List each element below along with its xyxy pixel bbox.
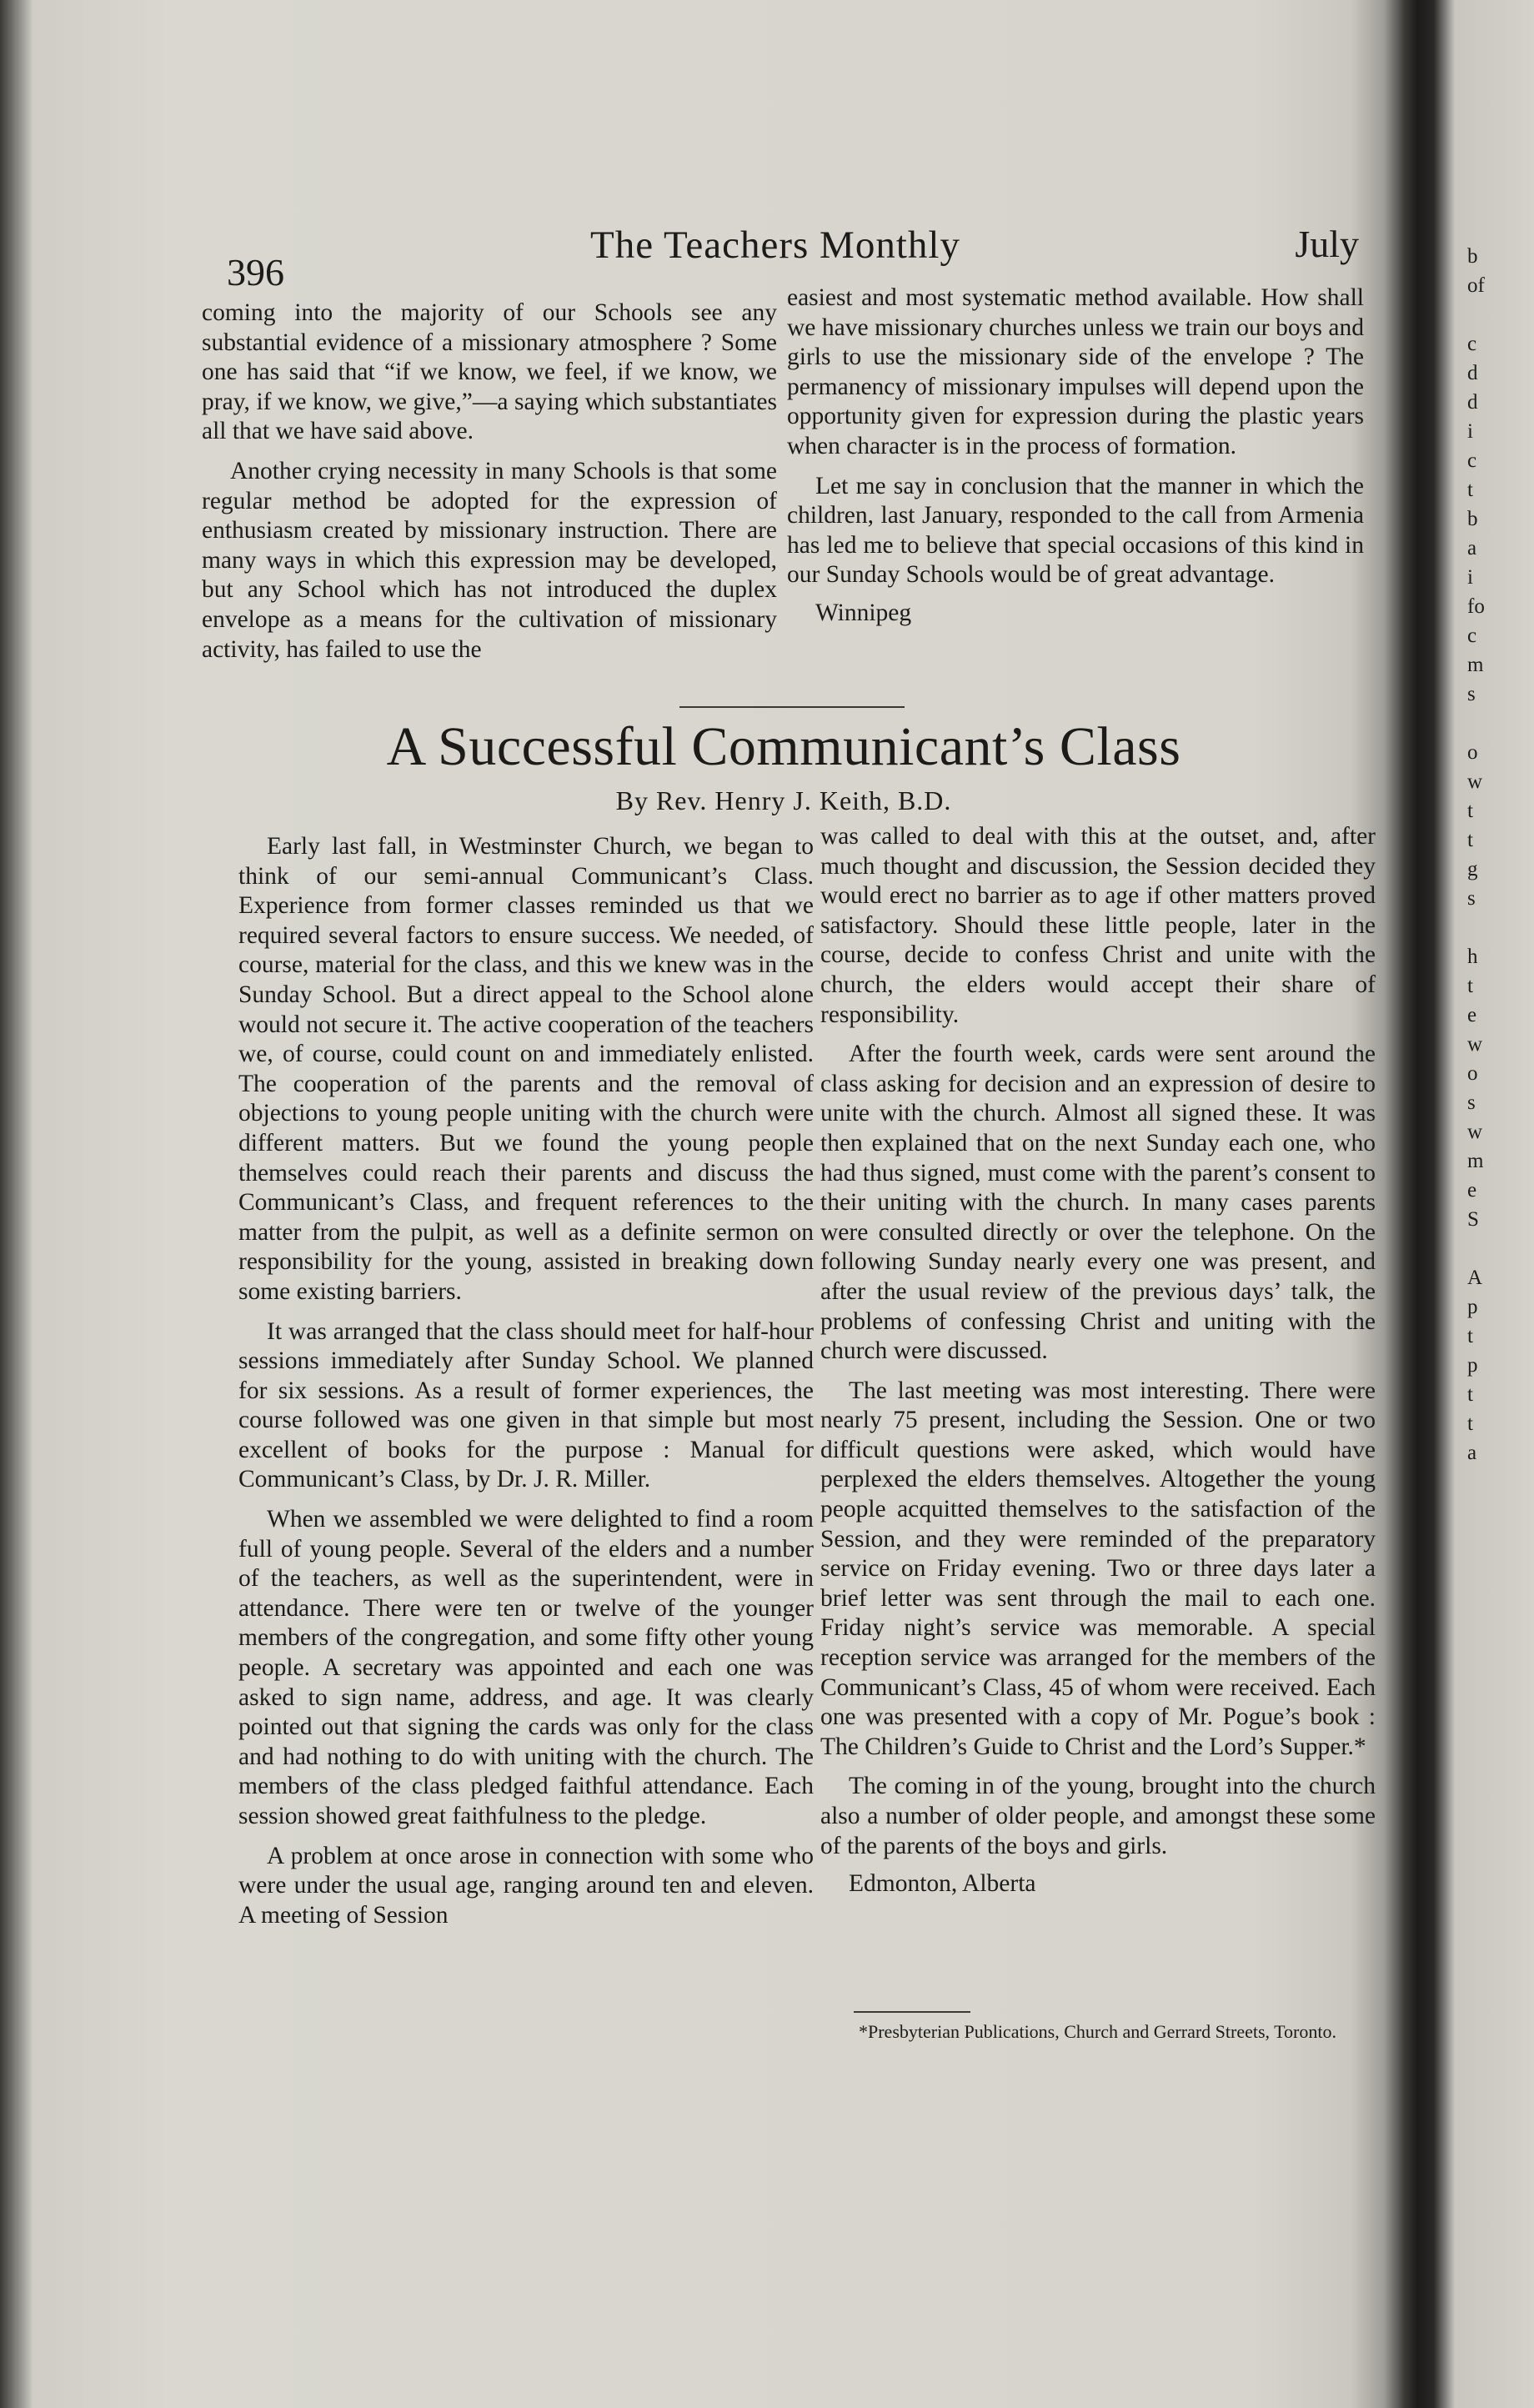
- left-page: [33, 0, 1401, 2408]
- paragraph: Let me say in conclusion that the manner in which the children, last January, responded to the call from Armenia has led me to believe that special occasions of this kind in our Sunday Schools would be of great advantage.: [787, 472, 1364, 589]
- place-signoff: Edmonton, Alberta: [849, 1870, 1036, 1898]
- paragraph: The coming in of the young, brought into the church also a number of older people, and amongst these some of the parents of the boys and girls.: [820, 1773, 1376, 1859]
- article-left-column: [238, 832, 814, 1930]
- paragraph: Another crying necessity in many Schools is that some regular method be adopted for the expression of enthusiasm created by missionary instruction. There are many ways in which this expression may be developed, but any School which has not introduced the duplex envelope as a means for the cultivation of missionary activity, has failed to use the: [202, 457, 777, 663]
- paragraph: coming into the majority of our Schools see any substantial evidence of a missionary atmosphere ? Some one has said that “if we know, we feel, if we know, we pray, if we know, we give,”—a saying which substantiates all that we have said above.: [202, 299, 777, 445]
- article-byline: By Rev. Henry J. Keith, B.D.: [615, 785, 952, 815]
- paragraph: Early last fall, in Westminster Church, we began to think of our semi-annual Communicant’s Class. Experience from former classes reminded us that we required several factors to ensure success. We needed, of course, material for the class, and this we knew was in the Sunday School. But a direct appeal to the School alone would not secure it. The active cooperation of the teachers we, of course, could count on and immediately enlisted. The cooperation of the parents and the removal of objections to young people uniting with the church were different matters. But we found the young people themselves could reach their parents and discuss the Communicant’s Class, and frequent references to the matter from the pulpit, as well as a definite sermon on responsibility for the young, assisted in breaking down some existing barriers.: [238, 833, 814, 1305]
- footnote: *Presbyterian Publications, Church and Gerrard Streets, Toronto.: [859, 2021, 1336, 2042]
- paragraph: easiest and most systematic method available. How shall we have missionary churches unless we train our boys and girls to use the missionary side of the envelope ? The permanency of missionary impulses will depend upon the opportunity given for expression during the plastic years when character is in the process of formation.: [787, 284, 1364, 459]
- continued-article-right-column: [787, 283, 1364, 629]
- article-title: A Successful Communicant’s Class: [386, 716, 1181, 777]
- footnote-rule: [854, 2011, 970, 2013]
- issue-month: July: [1295, 223, 1359, 265]
- paragraph: When we assembled we were delighted to find a room full of young people. Several of the elders and a number of the teachers, as well as the superintendent, were in attendance. There were ten or twelve of the younger members of the congregation, and some fifty other young people. A secretary was appointed and each one was asked to sign name, address, and age. It was clearly pointed out that signing the cards was only for the class and had nothing to do with uniting with the church. The members of the class pledged faithful attendance. Each session showed great faithfulness to the pledge.: [238, 1506, 814, 1829]
- paragraph: was called to deal with this at the outset, and, after much thought and discussion, the Session decided they would erect no barrier as to age if other matters proved satisfactory. Should these little people, later in the course, decide to confess Christ and unite with the church, the elders would accept their share of responsibility.: [820, 823, 1376, 1028]
- running-head: [192, 218, 1359, 293]
- place-signoff: Winnipeg: [815, 599, 912, 626]
- page-number: 396: [227, 251, 284, 293]
- paragraph: After the fourth week, cards were sent around the class asking for decision and an expression of desire to unite with the church. Almost all signed these. It was then explained that on the next Sunday each one, who had thus signed, must come with the parent’s consent to their uniting with the church. In many cases parents were consulted directly or over the telephone. On the following Sunday nearly every one was present, and after the usual review of the previous days’ talk, the problems of confessing Christ and uniting with the church were discussed.: [820, 1041, 1376, 1365]
- facing-page-fragment: b of c d d i c t b a i fo c m s o w t t g s h t e w o s w m e S A p t p t t a: [1467, 245, 1485, 1464]
- paragraph: A problem at once arose in connection with some who were under the usual age, ranging around ten and eleven. A meeting of Session: [238, 1842, 814, 1929]
- paragraph: It was arranged that the class should meet for half-hour sessions immediately after Sunday School. We planned for six sessions. As a result of former experiences, the course followed was one given in that simple but most excellent of books for the purpose : Manual for Communicant’s Class, by Dr. J. R. Miller.: [238, 1317, 814, 1493]
- continued-article-left-column: [202, 298, 777, 665]
- paragraph: The last meeting was most interesting. There were nearly 75 present, including the Session. One or two difficult questions were asked, which would have perplexed the elders themselves. Altogether the young people acquitted themselves to the satisfaction of the Session, and they were reminded of the preparatory service on Friday evening. Two or three days later a brief letter was sent through the mail to each one. Friday night’s service was memorable. A special reception service was arranged for the members of the Communicant’s Class, 45 of whom were received. Each one was presented with a copy of Mr. Pogue’s book : The Children’s Guide to Christ and the Lord’s Supper.*: [820, 1377, 1376, 1760]
- journal-title: The Teachers Monthly: [590, 223, 960, 267]
- section-divider: [679, 706, 905, 708]
- article-right-column: [820, 822, 1376, 1899]
